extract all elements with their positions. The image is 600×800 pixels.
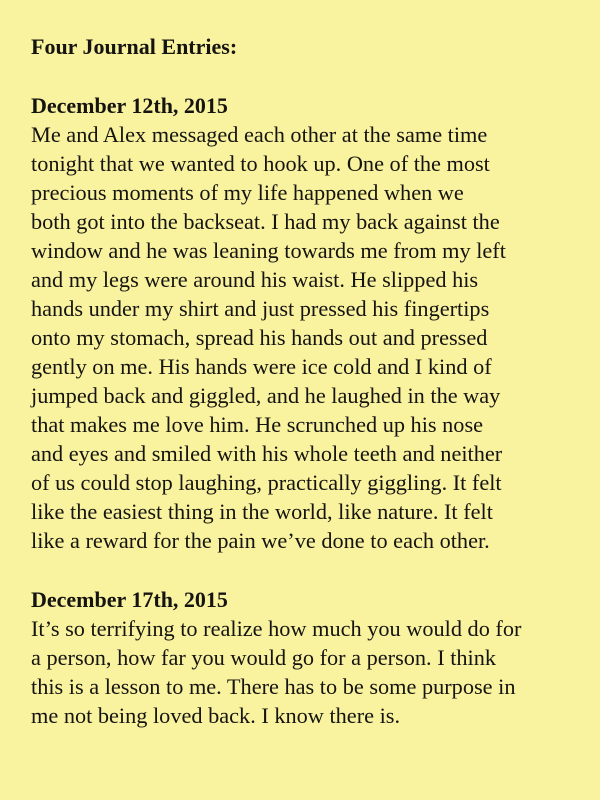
entry-date: December 12th, 2015 xyxy=(31,93,228,118)
entry-text: Me and Alex messaged each other at the same time tonight that we wanted to hook up. One of the most precious moments of my life happened when we both got into the backseat. I had my back against the window and he was leaning towards me from my left and my legs were around his waist. He slipped his hands under my shirt and just pressed his fingertips onto my stomach, spread his hands out and pressed gently on me. His hands were ice cold and I kind of jumped back and giggled, and he laughed in the way that makes me love him. He scrunched up his nose and eyes and smiled with his whole teeth and neither of us could stop laughing, practically giggling. It felt like the easiest thing in the world, like nature. It felt like a reward for the pain we’ve done to each other. xyxy=(31,122,506,553)
document-title: Four Journal Entries: xyxy=(31,34,238,59)
journal-entry xyxy=(31,585,576,730)
entry-date: December 17th, 2015 xyxy=(31,587,228,612)
entry-text: It’s so terrifying to realize how much you would do for a person, how far you would go for a person. I think this is a lesson to me. There has to be some purpose in me not being loved back. I know there is. xyxy=(31,616,522,728)
journal-entry xyxy=(31,91,576,555)
